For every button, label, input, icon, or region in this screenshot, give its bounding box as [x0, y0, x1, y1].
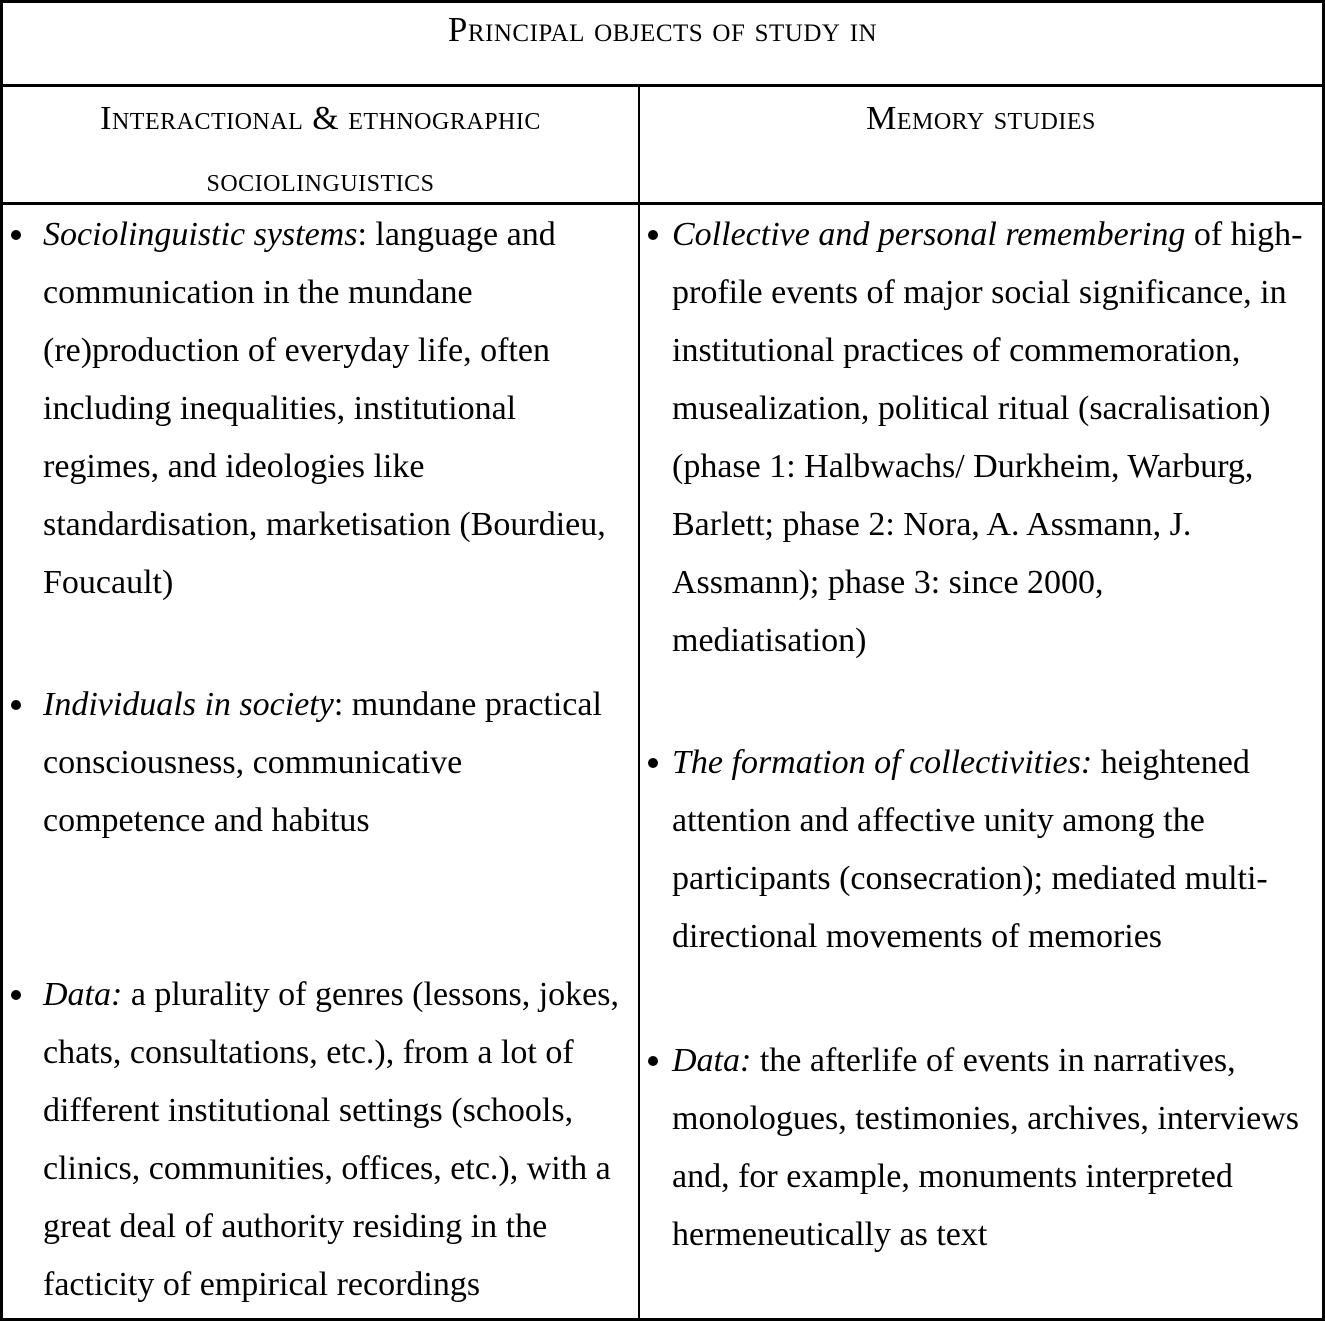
item-line: Collective and personal remembering of high-: [672, 216, 1303, 253]
item-line: (re)production of everyday life, often: [43, 332, 550, 369]
item-line: Data: the afterlife of events in narratives,: [672, 1042, 1236, 1079]
item-text: [43, 966, 638, 1314]
item-line: and, for example, monuments interpreted: [672, 1158, 1233, 1195]
bullet-item-formation-of-collectivities: [640, 734, 1322, 966]
item-line: different institutional settings (schools,: [43, 1092, 574, 1129]
item-line: participants (consecration); mediated multi-: [672, 860, 1268, 897]
column-header-row: [3, 87, 1322, 205]
bullet-icon: [648, 230, 658, 240]
item-line: chats, consultations, etc.), from a lot of: [43, 1034, 574, 1071]
item-text: [43, 206, 638, 612]
item-line: monologues, testimonies, archives, interviews: [672, 1100, 1299, 1137]
table-body-row: [3, 205, 1322, 1318]
item-line: communication in the mundane: [43, 274, 473, 311]
item-line: regimes, and ideologies like: [43, 448, 425, 485]
table-title-row: [3, 3, 1322, 87]
bullet-icon: [648, 758, 658, 768]
column-header-right: [640, 87, 1322, 202]
item-line: facticity of empirical recordings: [43, 1266, 481, 1303]
column-header-left-line1: Interactional & ethnographic: [100, 100, 541, 137]
bullet-item-data-right: [640, 1032, 1322, 1264]
item-line: attention and affective unity among the: [672, 802, 1205, 839]
item-line: standardisation, marketisation (Bourdieu,: [43, 506, 606, 543]
item-line: (phase 1: Halbwachs/ Durkheim, Warburg,: [672, 448, 1254, 485]
item-line: directional movements of memories: [672, 918, 1163, 955]
item-line: Sociolinguistic systems: language and: [43, 216, 556, 253]
column-header-left-line2: sociolinguistics: [206, 162, 435, 199]
bullet-item-data-left: [3, 966, 638, 1314]
bullet-icon: [648, 1056, 658, 1066]
item-line: hermeneutically as text: [672, 1216, 988, 1253]
bullet-icon: [11, 230, 21, 240]
item-line: Data: a plurality of genres (lessons, jokes,: [43, 976, 619, 1013]
bullet-icon: [11, 700, 21, 710]
item-line: Foucault): [43, 564, 174, 601]
item-text: [672, 206, 1322, 670]
bullet-item-sociolinguistic-systems: [3, 206, 638, 612]
item-line: clinics, communities, offices, etc.), with a: [43, 1150, 611, 1187]
item-line: musealization, political ritual (sacralisation): [672, 390, 1271, 427]
item-text: [672, 1032, 1322, 1264]
item-line: The formation of collectivities: heightened: [672, 744, 1250, 781]
item-line: including inequalities, institutional: [43, 390, 517, 427]
item-line: mediatisation): [672, 622, 867, 659]
item-line: great deal of authority residing in the: [43, 1208, 548, 1245]
item-line: consciousness, communicative: [43, 744, 463, 781]
item-text: [672, 734, 1322, 966]
item-line: Barlett; phase 2: Nora, A. Assmann, J.: [672, 506, 1192, 543]
item-line: Individuals in society: mundane practical: [43, 686, 602, 723]
body-cell-left: [3, 205, 640, 1318]
bullet-item-individuals-in-society: [3, 676, 638, 850]
item-line: competence and habitus: [43, 802, 370, 839]
item-line: institutional practices of commemoration,: [672, 332, 1241, 369]
column-header-left: [3, 87, 640, 202]
item-text: [43, 676, 638, 850]
item-line: profile events of major social significance, in: [672, 274, 1287, 311]
table-title: Principal objects of study in: [447, 10, 878, 49]
item-line: Assmann); phase 3: since 2000,: [672, 564, 1104, 601]
bullet-icon: [11, 990, 21, 1000]
bullet-item-collective-remembering: [640, 206, 1322, 670]
body-cell-right: [640, 205, 1322, 1318]
column-header-right-line1: Memory studies: [866, 100, 1096, 137]
